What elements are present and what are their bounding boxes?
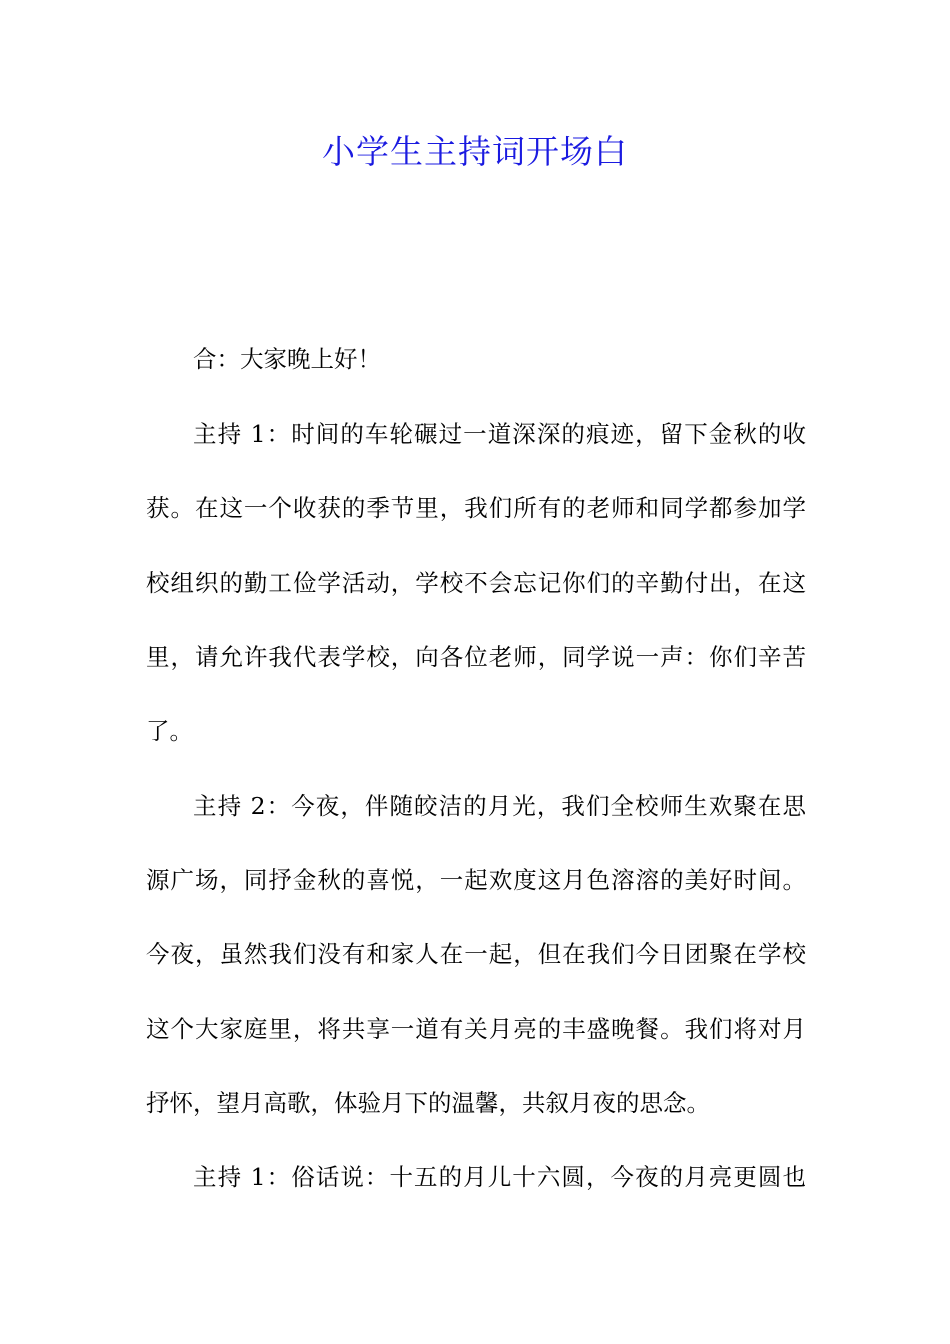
paragraph-2-line-4: 这个大家庭里，将共享一道有关月亮的丰盛晚餐。我们将对月 bbox=[146, 1015, 806, 1043]
paragraph-1-line-4: 里，请允许我代表学校，向各位老师，同学说一声：你们辛苦 bbox=[146, 643, 806, 671]
paragraph-1-line-2: 获。在这一个收获的季节里，我们所有的老师和同学都参加学 bbox=[146, 494, 806, 522]
paragraph-1-line-3: 校组织的勤工俭学活动，学校不会忘记你们的辛勤付出，在这 bbox=[146, 569, 806, 597]
paragraph-2-line-2: 源广场，同抒金秋的喜悦，一起欢度这月色溶溶的美好时间。 bbox=[146, 866, 806, 894]
paragraph-2-line-5: 抒怀，望月高歌，体验月下的温馨，共叙月夜的思念。 bbox=[146, 1089, 710, 1117]
paragraph-1-line-5: 了。 bbox=[146, 717, 193, 745]
greeting-line: 合：大家晚上好！ bbox=[193, 345, 381, 373]
document-title: 小学生主持词开场白 bbox=[322, 132, 628, 171]
paragraph-2-line-3: 今夜，虽然我们没有和家人在一起，但在我们今日团聚在学校 bbox=[146, 940, 806, 968]
paragraph-1-line-1: 主持 1：时间的车轮碾过一道深深的痕迹，留下金秋的收 bbox=[193, 420, 806, 448]
paragraph-3-line-1: 主持 1：俗话说：十五的月儿十六圆，今夜的月亮更圆也 bbox=[193, 1163, 806, 1191]
paragraph-2-line-1: 主持 2：今夜，伴随皎洁的月光，我们全校师生欢聚在思 bbox=[193, 792, 806, 820]
